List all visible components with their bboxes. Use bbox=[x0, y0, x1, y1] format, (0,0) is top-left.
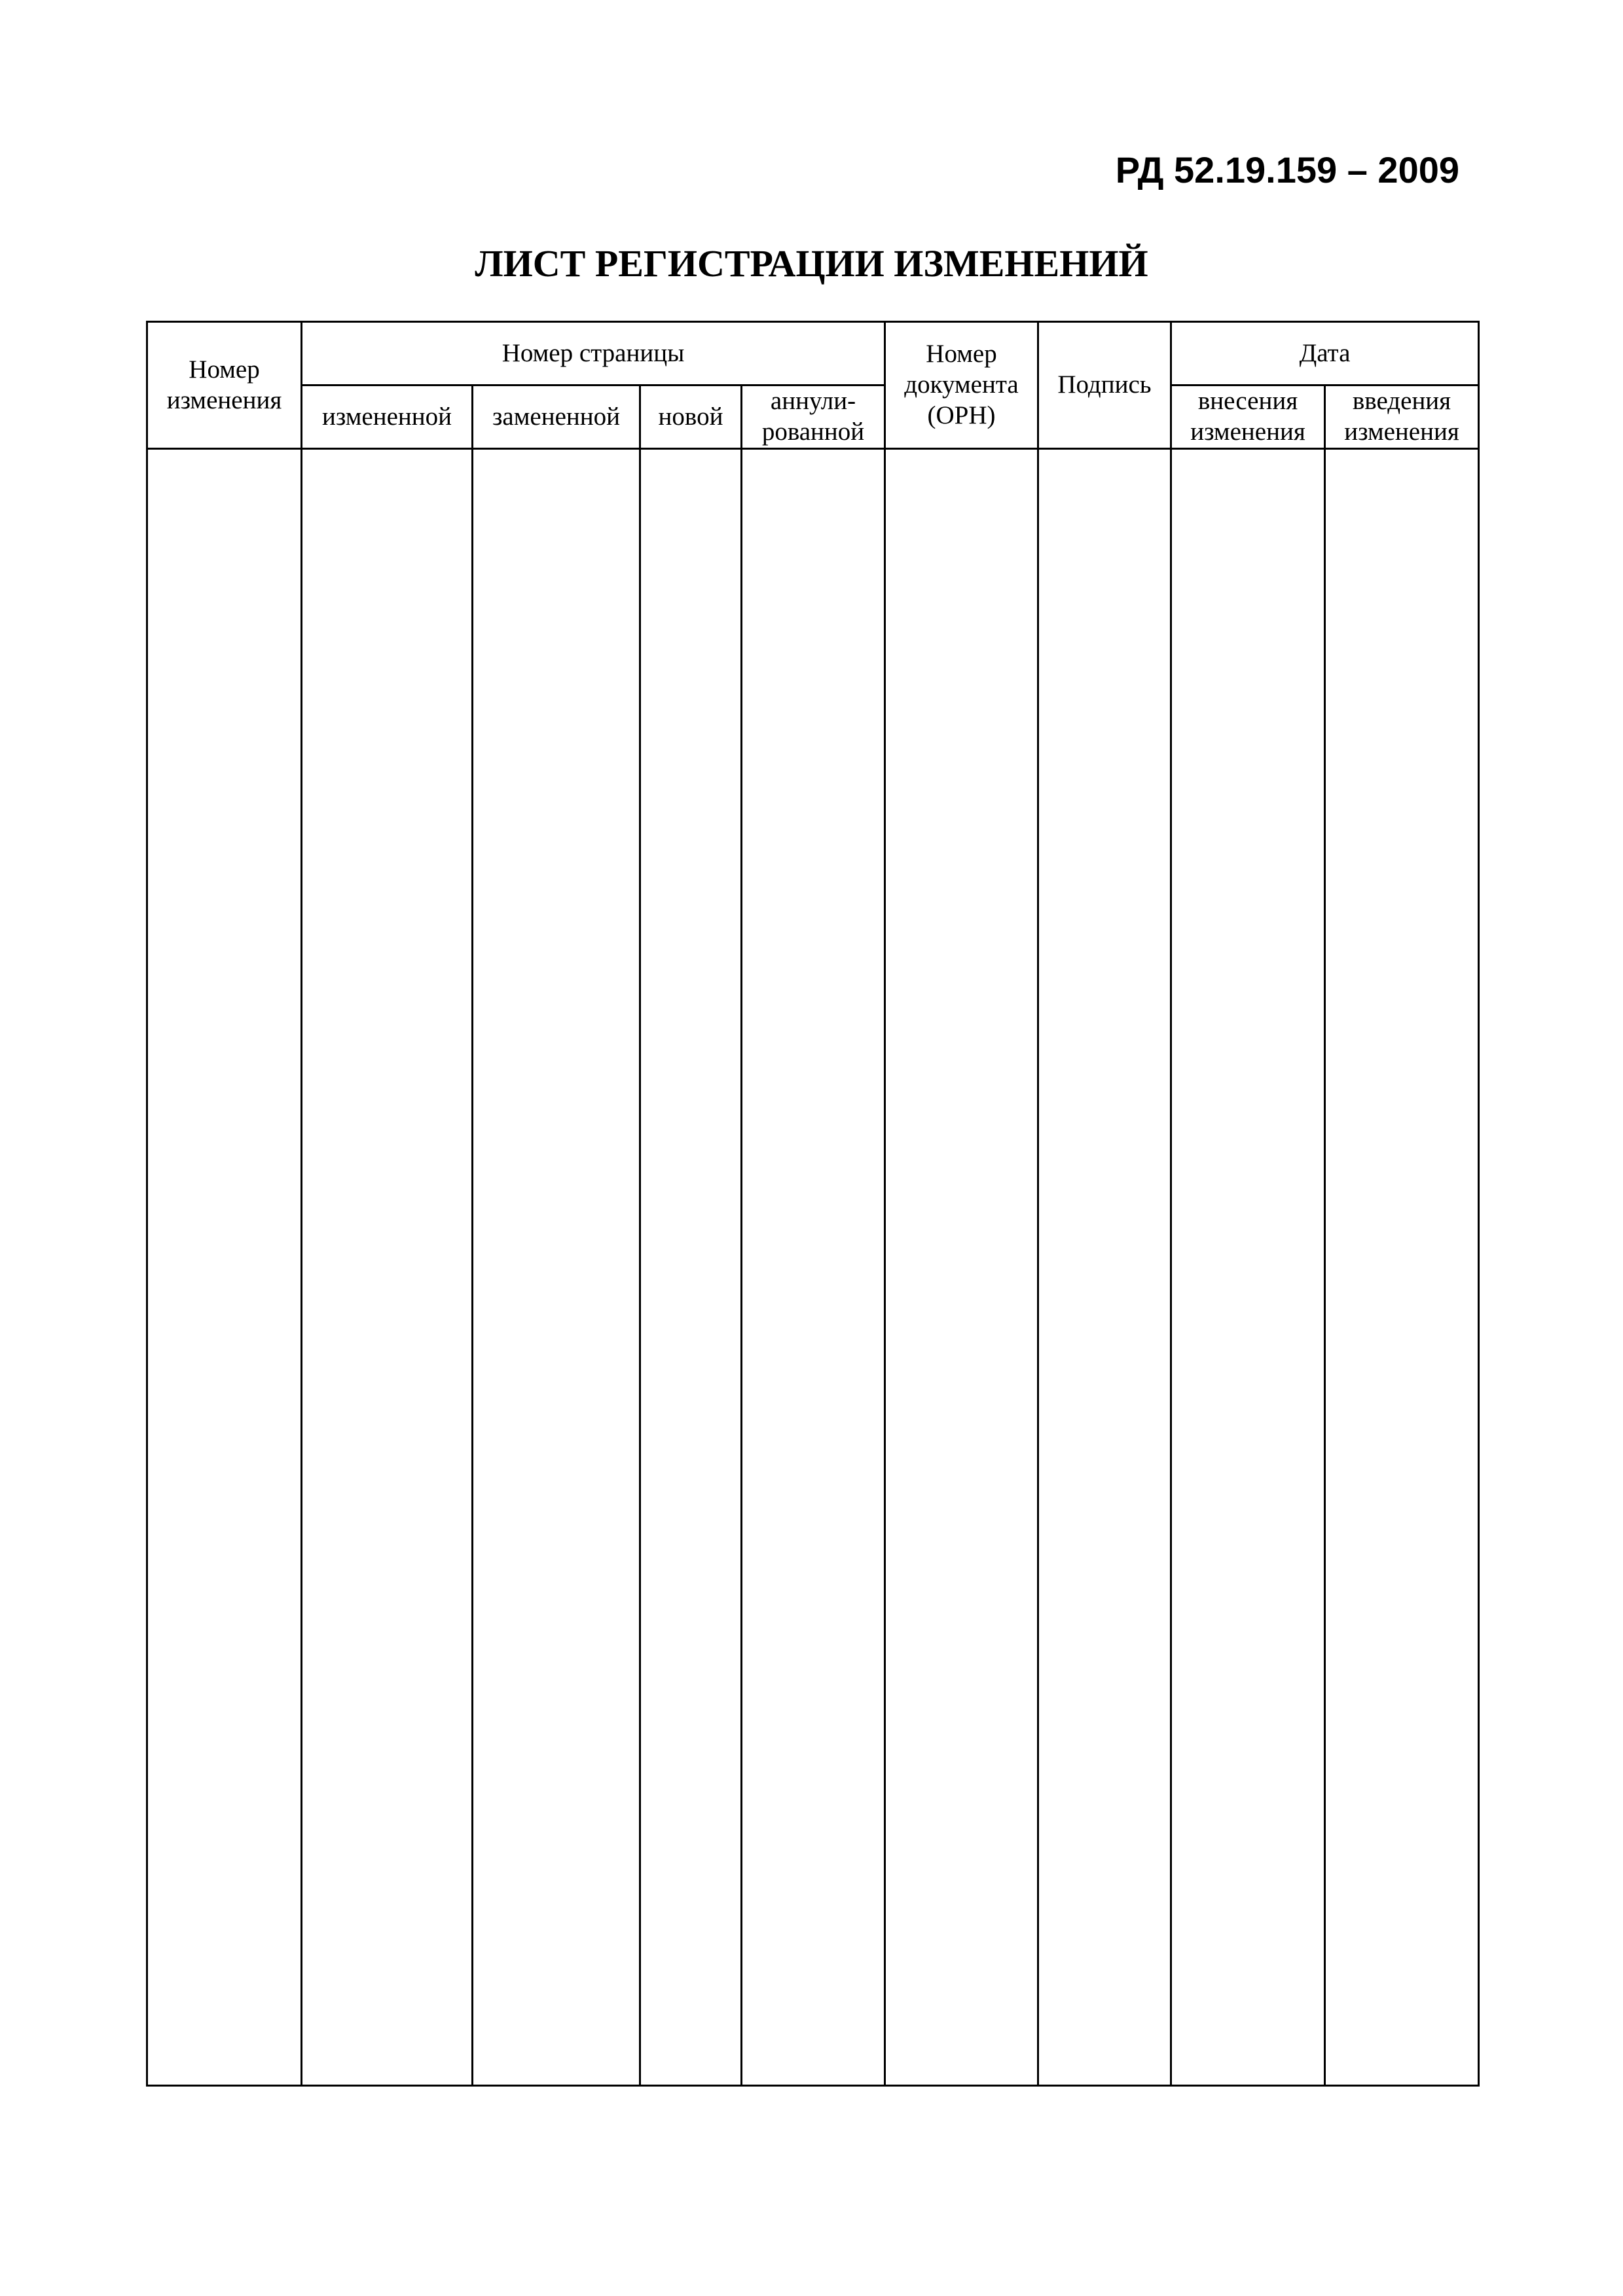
col-document-number: Номер документа (ОРН) bbox=[885, 322, 1038, 449]
col-signature: Подпись bbox=[1038, 322, 1171, 449]
table-row bbox=[147, 449, 1479, 2086]
change-register-table bbox=[146, 321, 1480, 2087]
col-change-number: Номер изменения bbox=[147, 322, 302, 449]
cell-page-replaced bbox=[473, 449, 640, 2086]
col-date-effective: введения изменения bbox=[1325, 386, 1479, 449]
cell-date-effective bbox=[1325, 449, 1479, 2086]
cell-page-annulled bbox=[742, 449, 885, 2086]
col-group-date: Дата bbox=[1171, 322, 1479, 386]
cell-date-entry bbox=[1171, 449, 1325, 2086]
col-date-entry: внесения изменения bbox=[1171, 386, 1325, 449]
col-page-annulled: аннули- рованной bbox=[742, 386, 885, 449]
cell-document-number bbox=[885, 449, 1038, 2086]
document-code: РД 52.19.159 – 2009 bbox=[1115, 149, 1459, 190]
cell-page-new bbox=[640, 449, 742, 2086]
col-page-new: новой bbox=[640, 386, 742, 449]
col-page-changed: измененной bbox=[302, 386, 473, 449]
col-page-replaced: замененной bbox=[473, 386, 640, 449]
header-row-sub bbox=[147, 386, 1479, 449]
cell-signature bbox=[1038, 449, 1171, 2086]
header-row-top bbox=[147, 322, 1479, 386]
cell-page-changed bbox=[302, 449, 473, 2086]
cell-change-number bbox=[147, 449, 302, 2086]
col-group-page-number: Номер страницы bbox=[302, 322, 885, 386]
page-title: ЛИСТ РЕГИСТРАЦИИ ИЗМЕНЕНИЙ bbox=[475, 242, 1148, 285]
